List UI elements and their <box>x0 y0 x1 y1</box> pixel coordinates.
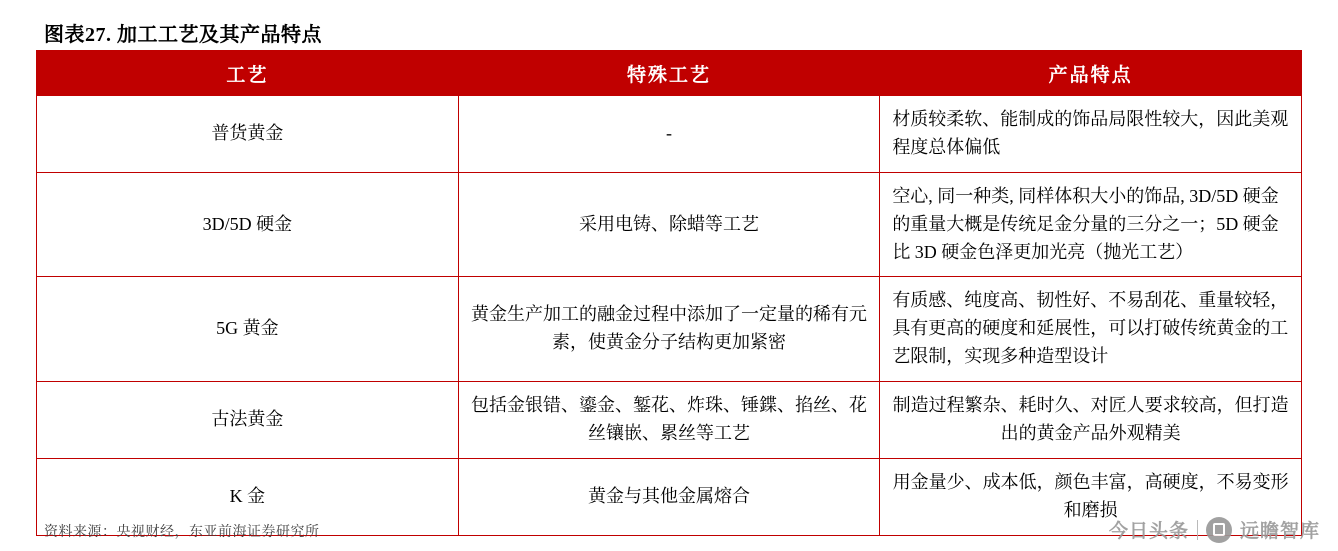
cell-product-feature: 用金量少、成本低，颜色丰富，高硬度，不易变形和磨损 <box>880 458 1302 535</box>
table-header-row <box>37 51 1302 96</box>
watermark <box>1109 516 1320 543</box>
cell-craft: 古法黄金 <box>37 382 459 459</box>
cell-special-craft: 采用电铸、除蜡等工艺 <box>458 172 880 277</box>
cell-product-feature: 材质较柔软、能制成的饰品局限性较大，因此美观程度总体偏低 <box>880 96 1302 173</box>
cell-product-feature: 空心, 同一种类, 同样体积大小的饰品, 3D/5D 硬金的重量大概是传统足金分量的三分之一；5D 硬金比 3D 硬金色泽更加光亮（抛光工艺） <box>880 172 1302 277</box>
cell-product-feature: 有质感、纯度高、韧性好、不易刮花、重量较轻，具有更高的硬度和延展性，可以打破传统黄金的工艺限制，实现多种造型设计 <box>880 277 1302 382</box>
craft-table <box>36 50 1302 536</box>
watermark-logo-icon <box>1206 517 1232 543</box>
cell-craft: 3D/5D 硬金 <box>37 172 459 277</box>
cell-craft: 普货黄金 <box>37 96 459 173</box>
column-header-craft: 工艺 <box>37 51 459 96</box>
figure-title: 图表27. 加工工艺及其产品特点 <box>44 24 322 46</box>
watermark-divider <box>1197 520 1198 540</box>
cell-product-feature: 制造过程繁杂、耗时久、对匠人要求较高，但打造出的黄金产品外观精美 <box>880 382 1302 459</box>
table-row <box>37 172 1302 277</box>
table-row <box>37 382 1302 459</box>
cell-special-craft: 黄金与其他金属熔合 <box>458 458 880 535</box>
table-row <box>37 96 1302 173</box>
column-header-product-feature: 产品特点 <box>880 51 1302 96</box>
cell-craft: K 金 <box>37 458 459 535</box>
watermark-text: 远瞻智库 <box>1239 521 1320 542</box>
column-header-special-craft: 特殊工艺 <box>458 51 880 96</box>
cell-special-craft: - <box>458 96 880 173</box>
watermark-brand: 今日头条 <box>1108 521 1189 542</box>
source-note: 资料来源：央视财经，东亚前海证券研究所 <box>44 525 320 540</box>
table-row <box>37 277 1302 382</box>
cell-special-craft: 黄金生产加工的融金过程中添加了一定量的稀有元素，使黄金分子结构更加紧密 <box>458 277 880 382</box>
table-body <box>37 96 1302 536</box>
table-header <box>37 51 1302 96</box>
cell-craft: 5G 黄金 <box>37 277 459 382</box>
cell-special-craft: 包括金银错、鎏金、錾花、炸珠、锤鍱、掐丝、花丝镶嵌、累丝等工艺 <box>458 382 880 459</box>
